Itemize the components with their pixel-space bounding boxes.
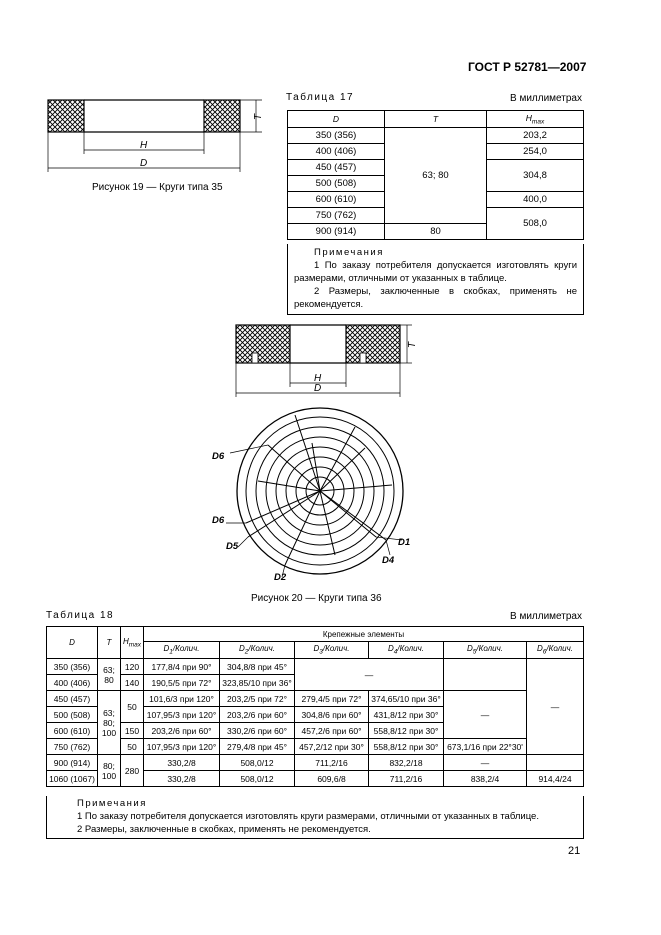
cell-t: 80 [385, 224, 487, 240]
standard-header: ГОСТ Р 52781—2007 [468, 60, 587, 74]
table-cell: 63; 80; 100 [98, 691, 121, 755]
cell-h: 400,0 [487, 192, 584, 208]
notes-title: Примечания [77, 798, 147, 809]
table-cell: 750 (762) [47, 739, 98, 755]
wheel-section-left [48, 100, 84, 132]
table-cell: 323,85/10 при 36° [220, 675, 295, 691]
table-cell: 330,2/8 [144, 755, 220, 771]
insert-right [360, 353, 366, 363]
table-cell [444, 659, 527, 691]
cell-d: 900 (914) [288, 224, 385, 240]
table-cell: 558,8/12 при 30° [369, 723, 444, 739]
table-cell: 600 (610) [47, 723, 98, 739]
cell-h: 508,0 [487, 208, 584, 240]
table-row [288, 128, 584, 144]
table-cell: 508,0/12 [220, 755, 295, 771]
table-cell: 190,5/5 при 72° [144, 675, 220, 691]
note-1: 1 По заказу потребителя допускается изготовлять круги размерами, отличными от указанных в таблице. [294, 260, 577, 284]
table-cell: 304,8/6 при 60° [295, 707, 369, 723]
table-cell: 304,8/8 при 45° [220, 659, 295, 675]
table-cell: 203,2/5 при 72° [220, 691, 295, 707]
dim-d-label: D [314, 383, 322, 394]
table-cell: — [527, 659, 584, 755]
table-cell: 350 (356) [47, 659, 98, 675]
table-cell: 80; 100 [98, 755, 121, 787]
table-cell: 500 (508) [47, 707, 98, 723]
table-cell: 279,4/5 при 72° [295, 691, 369, 707]
col-d6: $D_6$/Колич. [527, 642, 584, 659]
table-cell: 150 [121, 723, 144, 739]
label-d2: D2 [274, 572, 287, 583]
table-cell: 374,65/10 при 36° [369, 691, 444, 707]
table-cell: — [295, 659, 444, 691]
notes-title: Примечания [314, 247, 384, 258]
table-cell: 101,6/3 при 120° [144, 691, 220, 707]
wheel-section-right [204, 100, 240, 132]
table-cell: 1060 (1067) [47, 771, 98, 787]
table18-notes [46, 796, 584, 839]
col-d2: $D_2$/Колич. [220, 642, 295, 659]
table-cell: 63; 80 [98, 659, 121, 691]
table-cell: 280 [121, 755, 144, 787]
dim-t-label: T [253, 113, 264, 120]
col-d5: $D_5$/Колич. [444, 642, 527, 659]
table-cell: 558,8/12 при 30° [369, 739, 444, 755]
table-cell: 431,8/12 при 30° [369, 707, 444, 723]
table-cell: 330,2/8 [144, 771, 220, 787]
table18-title: Таблица 18 [46, 610, 115, 621]
table17-notes [287, 244, 584, 315]
table-cell: 203,2/6 при 60° [144, 723, 220, 739]
dim-h-label: H [314, 373, 322, 384]
page-number: 21 [568, 845, 581, 857]
table-cell: 120 [121, 659, 144, 675]
col-d: D [47, 627, 98, 659]
table-cell: 107,95/3 при 120° [144, 739, 220, 755]
table-cell: 50 [121, 691, 144, 723]
cell-h: 254,0 [487, 144, 584, 160]
table-row [47, 739, 584, 755]
label-d6b: D6 [212, 515, 225, 526]
note-2: 2 Размеры, заключенные в скобках, применять не рекомендуется. [77, 824, 371, 835]
cell-d: 600 (610) [288, 192, 385, 208]
dim-d-label: D [140, 158, 148, 169]
table-row [47, 627, 584, 642]
col-d: D [288, 111, 385, 128]
cell-d: 750 (762) [288, 208, 385, 224]
table-cell: — [444, 691, 527, 739]
table-cell: 450 (457) [47, 691, 98, 707]
cell-t: 63; 80 [385, 128, 487, 224]
table-cell: 107,95/3 при 120° [144, 707, 220, 723]
table-cell [527, 755, 584, 771]
figure-20-caption: Рисунок 20 — Круги типа 36 [251, 593, 382, 604]
table-cell: 673,1/16 при 22°30' [444, 739, 527, 755]
insert-left [252, 353, 258, 363]
table-cell: 711,2/16 [295, 755, 369, 771]
table-cell: 279,4/8 при 45° [220, 739, 295, 755]
col-hmax: $H_{max}$ [121, 627, 144, 659]
label-d4: D4 [382, 555, 395, 566]
cell-d: 450 (457) [288, 160, 385, 176]
table-cell: 50 [121, 739, 144, 755]
cell-d: 350 (356) [288, 128, 385, 144]
note-2: 2 Размеры, заключенные в скобках, применять не рекомендуется. [294, 286, 577, 310]
table-cell: 330,2/6 при 60° [220, 723, 295, 739]
table-row [288, 111, 584, 128]
col-d1: $D_1$/Колич. [144, 642, 220, 659]
table-row [47, 659, 584, 675]
label-d6: D6 [212, 451, 225, 462]
figure-20-drawing [200, 315, 450, 590]
col-t: T [385, 111, 487, 128]
table-cell: — [444, 755, 527, 771]
cell-d: 400 (406) [288, 144, 385, 160]
table-cell: 838,2/4 [444, 771, 527, 787]
dim-t-label: T [407, 341, 418, 348]
table-cell: 457,2/6 при 60° [295, 723, 369, 739]
wheel-section-right [346, 325, 400, 363]
table-cell: 203,2/6 при 60° [220, 707, 295, 723]
cell-d: 500 (508) [288, 176, 385, 192]
table-cell: 914,4/24 [527, 771, 584, 787]
table-cell: 508,0/12 [220, 771, 295, 787]
col-group: Крепежные элементы [144, 627, 584, 642]
table-row [47, 755, 584, 771]
table-cell: 177,8/4 при 90° [144, 659, 220, 675]
table17-title: Таблица 17 [286, 92, 355, 103]
figure-19-caption: Рисунок 19 — Круги типа 35 [92, 182, 223, 193]
label-d1: D1 [398, 537, 411, 548]
cell-h: 304,8 [487, 160, 584, 192]
table-cell: 900 (914) [47, 755, 98, 771]
table-17 [287, 110, 584, 240]
table18-units: В миллиметрах [510, 611, 582, 622]
dim-h-label: H [140, 140, 148, 151]
table-cell: 400 (406) [47, 675, 98, 691]
cell-h: 203,2 [487, 128, 584, 144]
figure-19-drawing [40, 92, 270, 182]
wheel-section-left [236, 325, 290, 363]
col-hmax: $H_{max}$ [487, 111, 584, 128]
wheel-plan-view [226, 408, 403, 577]
table-cell: 832,2/18 [369, 755, 444, 771]
col-t: T [98, 627, 121, 659]
table-cell: 609,6/8 [295, 771, 369, 787]
note-1: 1 По заказу потребителя допускается изготовлять круги размерами, отличными от указанных в таблице. [77, 811, 539, 822]
col-d4: $D_4$/Колич. [369, 642, 444, 659]
label-d5: D5 [226, 541, 239, 552]
table-row [47, 691, 584, 707]
col-d3: $D_3$/Колич. [295, 642, 369, 659]
table-cell: 140 [121, 675, 144, 691]
table-18 [46, 626, 584, 787]
table-cell: 711,2/16 [369, 771, 444, 787]
table17-units: В миллиметрах [510, 93, 582, 104]
table-cell: 457,2/12 при 30° [295, 739, 369, 755]
